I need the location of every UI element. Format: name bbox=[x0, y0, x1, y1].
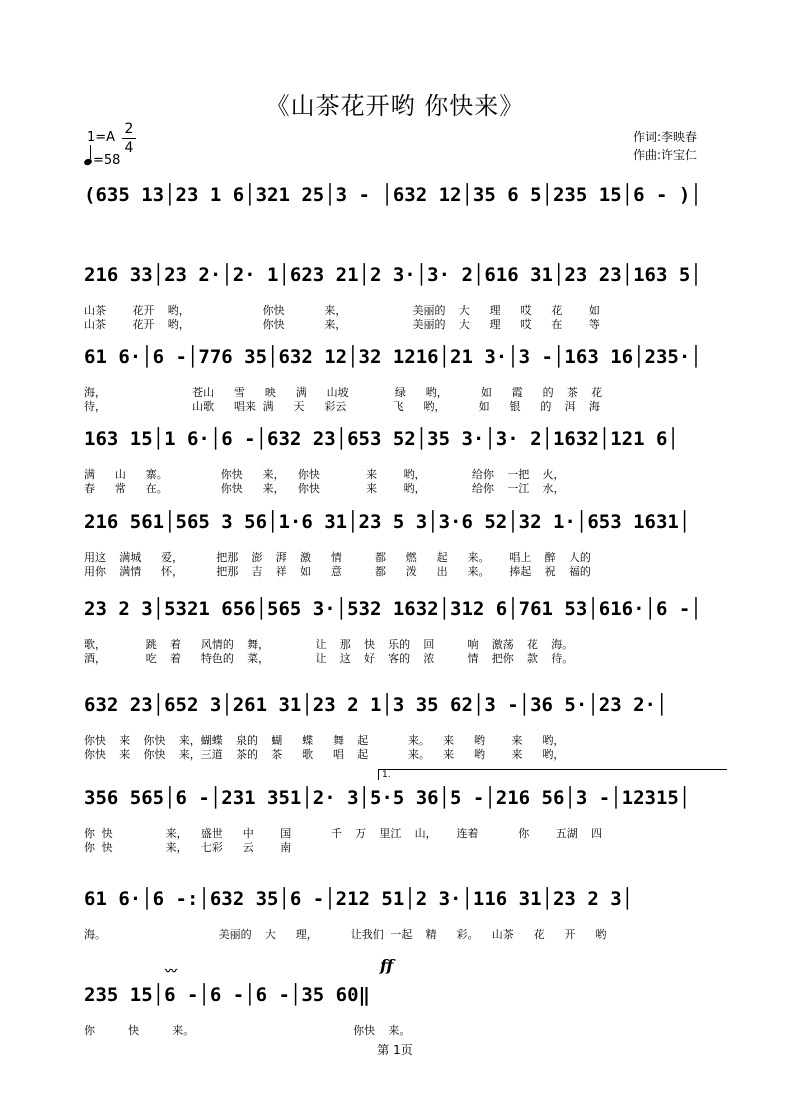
notation-line bbox=[82, 178, 730, 210]
notation-text: 216 561│565 3 56│1·6 31│23 5 3│3·6 52│32 1·│653 1631│ bbox=[84, 511, 691, 533]
lyric-line: 满 山 寨。 你快 来， 你快 来 哟， 给你 一把 火， bbox=[84, 468, 565, 481]
dynamic-marking: ff bbox=[380, 956, 394, 975]
lyric-line: 酒， 吃 着 特色的 菜， 让 这 好 客的 浓 情 把你 款 待。 bbox=[84, 652, 574, 665]
quarter-note-icon bbox=[83, 158, 93, 166]
score-row bbox=[82, 592, 730, 665]
score-row bbox=[82, 688, 730, 761]
lyric-line: 歌， 跳 着 风情的 舞， 让 那 快 乐的 回 响 激荡 花 海。 bbox=[84, 638, 574, 651]
lyric-line: 你 快 来， 盛世 中 国 千 万 里江 山， 连着 你 五湖 四 bbox=[84, 827, 603, 840]
tempo-value: =58 bbox=[93, 153, 121, 168]
lyric-line: 你快 来 你快 来，蝴蝶 泉的 蝴 蝶 舞 起 来。 来 哟 来 哟， bbox=[84, 734, 565, 747]
score-row bbox=[82, 882, 730, 941]
notation-text: 61 6·│6 -│776 35│632 12│32 1216│21 3·│3 -│163 16│235·│ bbox=[84, 346, 702, 368]
page-footer: 第 1页 bbox=[377, 1043, 413, 1057]
score-row bbox=[82, 978, 730, 1037]
time-top: 2 bbox=[124, 121, 134, 137]
score-row bbox=[82, 178, 730, 218]
notation-line bbox=[82, 688, 730, 720]
notation-line bbox=[82, 978, 730, 1010]
lyric-line: 你 快 来。 你快 来。 bbox=[84, 1024, 411, 1037]
notation-line bbox=[82, 505, 730, 537]
score-row bbox=[82, 505, 730, 578]
notation-line bbox=[82, 781, 730, 813]
notation-text: 235 15│6 -│6 -│6 -│35 60‖ bbox=[84, 984, 370, 1006]
lyric-line: 山茶 花开 哟， 你快 来， 美丽的 大 理 哎 花 如 bbox=[84, 304, 600, 317]
lyric-line: 海。 美丽的 大 理， 让我们 一起 精 彩。 山茶 花 开 哟 bbox=[84, 928, 607, 941]
key-signature: 1=A bbox=[87, 130, 116, 145]
score-row bbox=[82, 340, 730, 413]
trill-icon: 〰 bbox=[165, 964, 178, 978]
notation-line bbox=[82, 340, 730, 372]
lyric-line: 山茶 花开 哟， 你快 来， 美丽的 大 理 哎 在 等 bbox=[84, 318, 600, 331]
notation-text: 632 23│652 3│261 31│23 2 1│3 35 62│3 -│36 5·│23 2·│ bbox=[84, 694, 668, 716]
notation-line bbox=[82, 422, 730, 454]
lyric-line: 用这 满城 爱， 把那 澎 湃 激 情 都 燃 起 来。 唱上 醉 人的 bbox=[84, 551, 591, 564]
tempo-mark bbox=[84, 150, 120, 168]
volta-label: 1. bbox=[382, 770, 391, 780]
time-signature bbox=[122, 121, 136, 156]
score-row bbox=[82, 258, 730, 331]
notation-line bbox=[82, 882, 730, 914]
notation-text: 356 565│6 -│231 351│2· 3│5·5 36│5 -│216 56│3 -│12315│ bbox=[84, 787, 691, 809]
lyric-line: 你快 来 你快 来，三道 茶的 茶 歌 唱 起 来。 来 哟 来 哟， bbox=[84, 748, 565, 761]
notation-line bbox=[82, 258, 730, 290]
note-stem bbox=[90, 145, 91, 159]
lyric-line: 待， 山歌 唱来 满 天 彩云 飞 哟， 如 银 的 洱 海 bbox=[84, 400, 600, 413]
composer-credit: 作曲:许宝仁 bbox=[633, 148, 698, 162]
volta-bracket bbox=[378, 769, 727, 780]
lyricist-credit: 作词:李映春 bbox=[633, 130, 698, 144]
lyric-line: 海， 苍山 雪 映 满 山坡 绿 哟， 如 霞 的 茶 花 bbox=[84, 386, 603, 399]
song-title: 《山茶花开哟 你快来》 bbox=[265, 92, 525, 120]
notation-text: 23 2 3│5321 656│565 3·│532 1632│312 6│761 53│616·│6 -│ bbox=[84, 598, 702, 620]
lyric-line: 春 常 在。 你快 来， 你快 来 哟， 给你 一江 水， bbox=[84, 482, 565, 495]
notation-text: (635 13│23 1 6│321 25│3 - │632 12│35 6 5│235 15│6 - )│ bbox=[84, 184, 702, 206]
time-bottom: 4 bbox=[124, 140, 134, 156]
notation-line bbox=[82, 592, 730, 624]
lyric-line: 用你 满情 怀， 把那 吉 祥 如 意 都 泼 出 来。 捧起 祝 福的 bbox=[84, 565, 591, 578]
notation-text: 163 15│1 6·│6 -│632 23│653 52│35 3·│3· 2│1632│121 6│ bbox=[84, 428, 679, 450]
score-row bbox=[82, 781, 730, 854]
score-row bbox=[82, 422, 730, 495]
time-divider bbox=[122, 138, 136, 139]
notation-text: 61 6·│6 -:│632 35│6 -│212 51│2 3·│116 31│23 2 3│ bbox=[84, 888, 634, 910]
notation-text: 216 33│23 2·│2· 1│623 21│2 3·│3· 2│616 31│23 23│163 5│ bbox=[84, 264, 702, 286]
lyric-line: 你 快 来， 七彩 云 南 bbox=[84, 841, 292, 854]
